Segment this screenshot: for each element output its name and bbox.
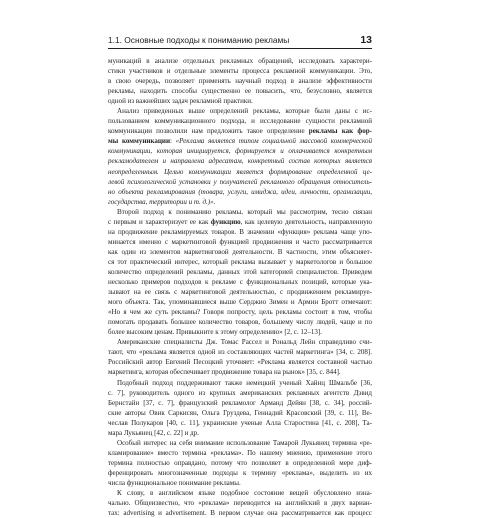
body-text [108, 56, 372, 518]
text-line [108, 217, 372, 227]
text-line: ся тот практический интерес, который реклама вызывает у маркетологов и большое [108, 257, 372, 266]
text-line: рекламы, находить способы существенно ее повысить, что, безусловно, является [108, 87, 372, 96]
text-line: ференцировать многозначенные подходы к термину «реклама», выделить из их [108, 468, 372, 477]
text-line: как один из элементов маркетинговой деятельности. В частности, этим объясняет- [108, 247, 372, 256]
text-line [108, 177, 372, 187]
text-line: более высоким ценам. Привыкните к этому определению» [2, с. 12–13]. [108, 328, 322, 337]
text-line [108, 156, 372, 166]
text-line: Российский автор Евгений Песоцкий уточняет: «Реклама является составной частью [108, 358, 372, 367]
text-line: в свою очередь, позволяет применять научный подход в анализе эффективности [108, 77, 372, 86]
italic-definition: «Реклама является типом социальной массовой коммерческой [175, 137, 372, 146]
section-title: 1.1. Основные подходы к пониманию рекламы [108, 35, 290, 45]
text-run: , как целевую деятельность, направленную [240, 217, 372, 226]
text-line: количество определений рекламы, данных этой категорией специалистов. Приведем [108, 267, 372, 276]
text-line: Анализ приведенных выше определений рекламы, которые были даны с ис- [117, 107, 372, 116]
text-line [108, 126, 372, 136]
text-line: зывают на ее связь с маркетинговой деятельностью, с продвижением рекламируе- [108, 288, 372, 297]
italic-definition: неопределенным. Целью коммуникации является формирование определенной це- [108, 167, 372, 176]
bold-term: функцию [210, 217, 241, 226]
text-run: с первым и характеризует ее как [108, 217, 211, 226]
text-run: коммуникации позволили нам предложить такое определение [108, 127, 309, 136]
text-line: Американские специалисты Дж. Томас Рассел и Рональд Лейн справедливо счи- [117, 338, 372, 347]
text-line: Бернстайн [37, с. 7], французский рекламолог Арманд Дейян [38, с. 34], россий- [108, 398, 372, 407]
header-rule [108, 48, 372, 49]
italic-definition: рекламодателем и направлена адресатам, конкретный состав которых является [108, 157, 372, 166]
text-line: «Но я чем же суть рекламы? Говоря попросту, цель рекламы состоит в том, чтобы [108, 308, 372, 317]
italic-definition: государства, территории и т. д.)» [108, 197, 214, 206]
text-line: стики участников и отдельные элементы процесса рекламной коммуникации. Это, [108, 67, 372, 76]
text-line [108, 146, 372, 156]
text-line: муникаций в анализе отдельных рекламных обращений, исследовать характери- [108, 57, 372, 65]
text-run: . [213, 197, 216, 206]
running-header [108, 35, 372, 51]
text-line: тают, что «реклама является одной из составляющих частей маркетинга» [34, с. 208]. [108, 348, 372, 357]
text-line: Второй подход к пониманию рекламы, который мы рассмотрим, тесно связан [117, 207, 372, 216]
text-line: тах: advertising и advertisement. В первом случае она рассматривается как процесс [108, 509, 372, 518]
text-line [108, 167, 372, 177]
text-line: К слову, в английском языке подобное состояние вещей обусловлено изна- [117, 489, 372, 498]
text-line: помогать продавать большее количество товаров, большему числу людей, чаще и по [108, 318, 372, 327]
text-line: маркетинга, которая обеспечивает продвижение товара на рынок» [35, с. 844]. [108, 368, 341, 377]
text-line: чеслав Полукаров [40, с. 11], украинские ученые Алла Старостина [41, с. 208], Та- [108, 418, 372, 427]
bold-term: мы коммуникации [108, 137, 170, 146]
text-line [108, 197, 372, 207]
text-line: Особый интерес на себя внимание использование Тамарой Лукьянец термина «ре- [117, 438, 372, 447]
text-line: на продвижение рекламируемых товаров. В значении «функция» реклама чаще упо- [108, 227, 372, 236]
text-line: несколько примеров подходов к рекламе с функциональных позиций, которые ука- [108, 278, 372, 287]
text-line: чально. Общеизвестно, что «реклама» переводится на английский в двух вариан- [108, 499, 372, 508]
text-line: пользованием коммуникационного подхода, и исследование сущности рекламной [108, 117, 372, 126]
text-line [108, 187, 372, 197]
italic-definition: но объекта рекламирования (товара, услуги, имиджа, идеи, личности, организации, [108, 187, 372, 196]
text-line [108, 136, 372, 146]
text-line: числа функциональное понимание рекламы. [108, 478, 241, 487]
text-line: ские авторы Овик Саркисян, Ольга Груздева, Геннадий Красовский [39, с. 11], Ве- [108, 408, 372, 417]
text-line: с. 7], руководитель одного из крупных американских рекламных агентств Дэвид [108, 388, 372, 397]
italic-definition: коммуникации, которая инициируется, формируется и оплачивается конкретным [108, 147, 372, 156]
text-line: мого объекта. Так, упоминавшиеся выше Серджио Зимен и Армин Бротт отмечают: [108, 298, 372, 307]
text-line: мара Лукьянец [42, с. 22] и др. [108, 428, 199, 437]
italic-definition: левой психологической установки у получателей рекламного обращения относитель- [108, 177, 372, 186]
text-line: минается именно с маркетинговой функцией продвижения и часто рассматривается [108, 237, 372, 246]
page-number: 13 [360, 34, 372, 46]
text-line: Подобный подход поддерживают также немецкий ученый Хайнц Шмальбе [36, [117, 378, 372, 387]
text-line: кламирование» вместо термина «реклама». По нашему мнению, применение этого [108, 448, 372, 457]
bold-term: рекламы как фор- [308, 127, 372, 136]
text-line: одной из важнейших задач рекламной практики. [108, 97, 253, 106]
text-line: термина полностью оправдано, потому что позволяет в определенной мере диф- [108, 458, 372, 467]
text-run: : [169, 137, 176, 146]
